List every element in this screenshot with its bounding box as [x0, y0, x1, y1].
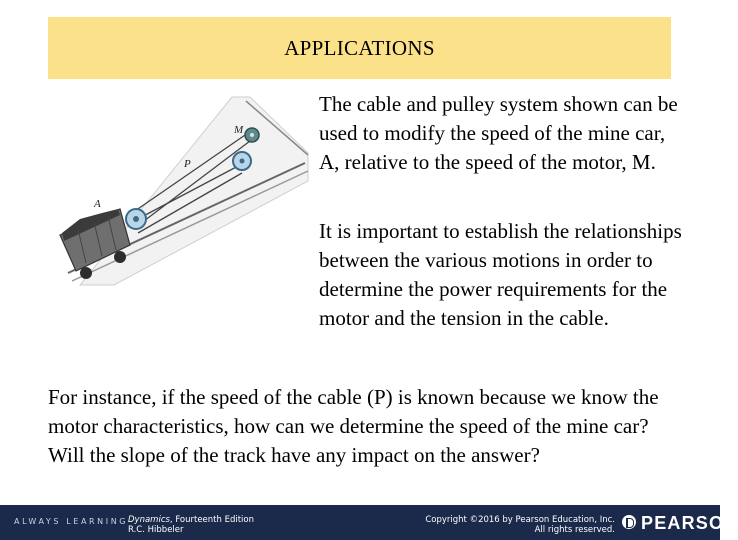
title-banner [48, 17, 671, 79]
label-a: A [94, 198, 101, 210]
footer-bar [0, 505, 738, 540]
label-m: M [234, 124, 244, 136]
copyright-notice [425, 515, 615, 535]
cable-pulley-figure [50, 95, 308, 285]
upper-pulley-hub [240, 159, 245, 164]
pearson-brand: PEARSON [641, 513, 738, 533]
car-pulley-hub [133, 216, 139, 222]
book-title: Dynamics [128, 515, 170, 525]
book-citation [128, 515, 254, 535]
car-wheel [80, 267, 92, 279]
label-p: P [184, 158, 191, 170]
always-learning-tagline: ALWAYS LEARNING [14, 517, 129, 526]
book-author: R.C. Hibbeler [128, 525, 184, 535]
intro-paragraph: The cable and pulley system shown can be used to modify the speed of the mine car, A, relative to the speed of the motor, M. [319, 92, 678, 174]
copyright-line2: All rights reserved. [534, 525, 615, 535]
motor-hub [250, 133, 254, 137]
question-paragraph: For instance, if the speed of the cable (P) is known because we know the motor characteristics, how can we determine the speed of the mine car? Will the slope of the track have any impact on the answer? [48, 385, 659, 467]
importance-paragraph: It is important to establish the relationships between the various motions in order to determine the power requirements for the motor and the tension in the cable. [319, 219, 682, 330]
slide-title: APPLICATIONS [284, 35, 435, 60]
pearson-logo-icon [622, 515, 636, 529]
copyright-line1: Copyright ©2016 by Pearson Education, Inc. [425, 515, 615, 525]
car-wheel [114, 251, 126, 263]
book-edition: , Fourteenth Edition [169, 515, 255, 525]
